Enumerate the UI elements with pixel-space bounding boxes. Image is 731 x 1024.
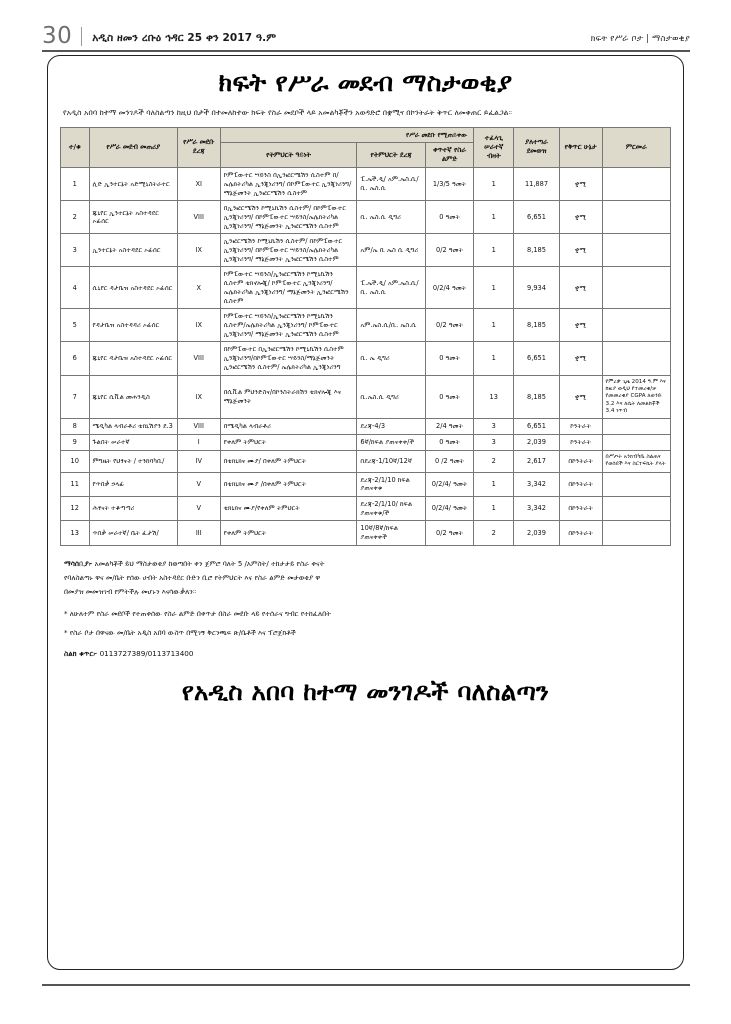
cell-experience: 0/2/4 ዓመት <box>425 267 473 309</box>
vacancy-table-body <box>61 168 671 546</box>
cell-experience: 0/2/4/ ዓመት <box>425 472 473 496</box>
cell-quantity: 1 <box>474 309 514 342</box>
footer-rule <box>42 984 690 986</box>
cell-field: በኮምፒውተር በኢንፎርሜሽን ኮሚኒኬሽን ሲስተም ኢንጂነሪንግ/በኮምፒውተር ሣይንስ/ማኔጅመንት ኢንፎርሜሽን ሲስተም/ ኤሌክትሪካል ኢንጂነሪንግ <box>220 342 357 375</box>
section-label: ክፍት የሥራ ቦታ | ማስታወቂያ <box>590 34 690 44</box>
cell-salary: 2,039 <box>514 435 560 451</box>
table-row <box>61 435 671 451</box>
cell-title: ጥበቃ ሠራተኛ/ ቤት ፈታሽ/ <box>89 521 177 545</box>
th-salary: ያለተጣራ ደመወዝ <box>514 127 560 167</box>
note-bullet-1: * ለሁለተም የስራ መደቦች የተጠቀሰው የስራ ልምድ በቀጥታ በስራ መደቡ ላይ የተሰራና ግብር የተከፈለበት <box>64 609 331 618</box>
running-head <box>42 18 690 48</box>
note-lead-label: ማሳሰቢያ፦ <box>64 559 93 568</box>
cell-title: የዳታቤዝ አስተዳዳሪ ኦፊሰር <box>89 309 177 342</box>
header-rule <box>42 50 690 52</box>
note-paragraph-3: በመያዝ መመዝገብ የምትችሉ መሆኑን እናሳውቃለን። <box>64 587 197 596</box>
cell-no: 9 <box>61 435 90 451</box>
cell-quantity: 3 <box>474 419 514 435</box>
table-row <box>61 309 671 342</box>
cell-no: 5 <box>61 309 90 342</box>
cell-grade: VIII <box>177 419 220 435</box>
th-no: ተ/ቁ <box>61 127 90 167</box>
note-bullets <box>64 608 667 640</box>
table-row <box>61 267 671 309</box>
cell-experience: 0/2 ዓመት <box>425 309 473 342</box>
cell-type: በኮንትራት <box>559 472 602 496</box>
cell-remark <box>602 419 670 435</box>
cell-field: የቀለም ትምህርት <box>220 435 357 451</box>
cell-no: 11 <box>61 472 90 496</box>
cell-salary: 6,651 <box>514 419 560 435</box>
cell-quantity: 1 <box>474 234 514 267</box>
table-row <box>61 168 671 201</box>
cell-field: በኢንፎርሜሽን ኮሚኒኬሽን ሲስተም/ በኮምፒውተር ኢንጂነሪንግ/ በኮምፒውተር ሣይንስ/ኤሌክትሪካል ኢንጂነሪንግ/ ማኔጅመንት ኢንፎርሜሽን ሲስተም <box>220 201 357 234</box>
cell-type: ቋሚ <box>559 309 602 342</box>
cell-field: በቴክኒክና ሙያ /በቀለም ትምህርት <box>220 472 357 496</box>
cell-grade: V <box>177 472 220 496</box>
cell-remark: በሥጦት አንክብካቤ ስልጠና የወሰደች እና ስርተፍኬት ያላት <box>602 450 670 472</box>
cell-no: 12 <box>61 496 90 520</box>
cell-title: ጁኒየር ዳታቤዝ አስተዳደር ኦፊሰር <box>89 342 177 375</box>
cell-level: ደረጃ-2/1/10 ከፍል ያጠናቀቁ <box>357 472 425 496</box>
th-group-requirements: የሥራ መደቡ የሚጠይቀው <box>220 127 474 142</box>
cell-title: ሊድ ኢንተርኔት አድሚኒስትራተር <box>89 168 177 201</box>
table-row <box>61 375 671 419</box>
cell-level: 6ኛ/ከፍል ያጠናቀቀ/ች <box>357 435 425 451</box>
cell-remark <box>602 435 670 451</box>
cell-experience: 0 ዓመት <box>425 342 473 375</box>
cell-type: በኮንትራት <box>559 496 602 520</box>
cell-no: 13 <box>61 521 90 545</box>
cell-no: 6 <box>61 342 90 375</box>
table-group-header-row <box>61 127 671 142</box>
cell-experience: 0 /2 ዓመት <box>425 450 473 472</box>
cell-field: ኮምፒውተር ሣይንስ/ኢንፎርሜሽን ኮሚኒኬሽን ሲስተም/ኤሌክትሪካል ኢንጂነሪንግ/ ኮምፒውተር ኢንጂነሪንግ/ ማኔጅመንት ኢንፎርሜሽን ሲስተም <box>220 309 357 342</box>
cell-no: 3 <box>61 234 90 267</box>
cell-quantity: 1 <box>474 267 514 309</box>
vacancy-table-wrapper <box>60 127 671 546</box>
table-row <box>61 450 671 472</box>
cell-salary: 11,887 <box>514 168 560 201</box>
cell-type: በኮንትራት <box>559 450 602 472</box>
cell-level: በደረጃ-1/10ኛ/12ኛ <box>357 450 425 472</box>
cell-level: ደረጃ-4/3 <box>357 419 425 435</box>
cell-type: ኮንትራት <box>559 435 602 451</box>
cell-level: 10ኛ/8ኛ/ከፍል ያጠናቀቀች <box>357 521 425 545</box>
cell-quantity: 3 <box>474 435 514 451</box>
cell-level: ቢ. ኤስ.ሲ ዲግሪ <box>357 201 425 234</box>
table-row <box>61 521 671 545</box>
cell-type: ቋሚ <box>559 234 602 267</box>
cell-salary: 6,651 <box>514 201 560 234</box>
cell-remark <box>602 342 670 375</box>
cell-level: አም/ኤ ቢ ኤስ ሲ ዲግሪ <box>357 234 425 267</box>
cell-remark <box>602 496 670 520</box>
cell-level: ፒ.ኤች.ዲ/ አም.ኤስ.ሲ/ቢ. ኤስ.ሲ <box>357 168 425 201</box>
cell-grade: I <box>177 435 220 451</box>
th-experience: ቀጥተኛ የስራ ልምድ <box>425 143 473 168</box>
cell-salary: 6,651 <box>514 342 560 375</box>
cell-grade: IX <box>177 234 220 267</box>
note-paragraph-2: የባለስልጣኑ ዋና መ/ቤት የሰው ሀብት አስተዳደር ቡድን ቢሮ የትምህርት እና የስራ ልምድ መታወቂያ ዋ <box>64 573 321 582</box>
table-row <box>61 472 671 496</box>
cell-title: ኢንተርኔት አስተዳደር ኦፊሰር <box>89 234 177 267</box>
notice-title: ክፍት የሥራ መደብ ማስታወቂያ <box>218 68 513 97</box>
cell-experience: 2/4 ዓመት <box>425 419 473 435</box>
cell-grade: IX <box>177 309 220 342</box>
cell-remark <box>602 201 670 234</box>
table-row <box>61 234 671 267</box>
table-row <box>61 342 671 375</box>
cell-quantity: 1 <box>474 168 514 201</box>
cell-experience: 1/3/5 ዓመት <box>425 168 473 201</box>
cell-field: ኮምፒውተር ሣይንስ በኢንፎርሜሽን ሲስተም በ/ኤሌክትሪካል ኢንጂነሪንግ/ በኮምፒውተር ኢንጂነሪንግ/ ማኔጅመንት ኢንፎርሜሽን ሲስተም <box>220 168 357 201</box>
cell-field: የቀለም ትምህርት <box>220 521 357 545</box>
cell-quantity: 2 <box>474 521 514 545</box>
cell-type: ቋሚ <box>559 201 602 234</box>
th-field: የትምህርት ዓይነት <box>220 143 357 168</box>
cell-remark <box>602 168 670 201</box>
cell-title: ጉልበት ሠራተኛ <box>89 435 177 451</box>
cell-grade: X <box>177 267 220 309</box>
cell-field: በቴክኒክና ሙያ/ በቀለም ትምህርት <box>220 450 357 472</box>
cell-experience: 0/2/4/ ዓመት <box>425 496 473 520</box>
cell-salary: 2,039 <box>514 521 560 545</box>
cell-experience: 0 ዓመት <box>425 375 473 419</box>
contact-phone <box>64 647 667 660</box>
th-quantity: ተፈላጊ ሠራተኛ ብዛት <box>474 127 514 167</box>
cell-level: ቢ.ኤስ.ሲ ዲግሪ <box>357 375 425 419</box>
cell-quantity: 1 <box>474 472 514 496</box>
cell-remark <box>602 521 670 545</box>
cell-salary: 3,342 <box>514 472 560 496</box>
cell-experience: 0/2 ዓመት <box>425 521 473 545</box>
cell-grade: VIII <box>177 342 220 375</box>
cell-grade: V <box>177 496 220 520</box>
cell-title: ጁኒየር ኢንተርኔት አስተዳደር ኦፊሰር <box>89 201 177 234</box>
cell-grade: IV <box>177 450 220 472</box>
cell-no: 7 <box>61 375 90 419</box>
cell-remark <box>602 267 670 309</box>
cell-type: ኮንትራት <box>559 419 602 435</box>
cell-salary: 8,185 <box>514 234 560 267</box>
th-grade: የሥራ መደቡ ደረጃ <box>177 127 220 167</box>
cell-level: ፒ.ኤች.ዲ/ አም.ኤስ.ሲ/ቢ. ኤስ.ሲ <box>357 267 425 309</box>
cell-experience: 0 ዓመት <box>425 201 473 234</box>
note-paragraph-1: አመልካቾች ይህ ማስታወቂያ ከወጣበት ቀን ጀምሮ ባለት 5 /አምስት/ ተከታታይ የስራ ቀናት <box>94 559 325 568</box>
cell-type: ቋሚ <box>559 168 602 201</box>
vacancy-table <box>60 127 671 546</box>
cell-type: ቋሚ <box>559 267 602 309</box>
cell-field: በሜዲካል ላብራቶሪ <box>220 419 357 435</box>
cell-quantity: 1 <box>474 342 514 375</box>
cell-quantity: 1 <box>474 201 514 234</box>
cell-title: ሲኒየር ዳታቤዝ አስተዳደር ኦፊሰር <box>89 267 177 309</box>
th-remark: ምርመራ <box>602 127 670 167</box>
cell-level: አም.ኤስ.ሲ/ቢ. ኤስ.ሲ <box>357 309 425 342</box>
cell-level: ደረጃ-2/1/10/ ከፍል ያጠናቀቁ/ች <box>357 496 425 520</box>
cell-salary: 2,617 <box>514 450 560 472</box>
cell-salary: 9,934 <box>514 267 560 309</box>
cell-salary: 8,185 <box>514 375 560 419</box>
cell-experience: 0 ዓመት <box>425 435 473 451</box>
cell-grade: XI <box>177 168 220 201</box>
cell-remark <box>602 234 670 267</box>
table-row <box>61 496 671 520</box>
cell-quantity: 1 <box>474 496 514 520</box>
cell-quantity: 2 <box>474 450 514 472</box>
cell-salary: 8,185 <box>514 309 560 342</box>
cell-no: 1 <box>61 168 90 201</box>
cell-title: ሜዲካል ላብራቶሪ ቴክኒሽያን ደ.3 <box>89 419 177 435</box>
vacancy-notice-frame <box>47 55 684 970</box>
cell-quantity: 13 <box>474 375 514 419</box>
cell-remark <box>602 309 670 342</box>
th-type: የቅጥር ሁኔታ <box>559 127 602 167</box>
table-row <box>61 201 671 234</box>
cell-title: ምግዜት የህፃናት / ተንከባካቢ/ <box>89 450 177 472</box>
cell-salary: 3,342 <box>514 496 560 520</box>
vacancy-table-head <box>61 127 671 167</box>
notice-notes <box>64 558 667 661</box>
phone-label: ስልክ ቁጥር፦ <box>64 649 98 659</box>
cell-title: ሕፃናት ተቆጣጣሪ <box>89 496 177 520</box>
cell-title: የጥበቃ ኃላፊ <box>89 472 177 496</box>
th-level: የትምህርት ደረጃ <box>357 143 425 168</box>
cell-field: ኢንፎርሜሽን ኮሚኒኬሽን ሲስተም/ በኮምፒውተር ኢንጂነሪንግ/ በኮምፒውተር ሣይንስ/ኤሌክትሪካል ኢንጂነሪንግ/ ማኔጅመንት ኢንፎርሜሽን ሲስተም <box>220 234 357 267</box>
cell-type: ቋሚ <box>559 342 602 375</box>
cell-grade: III <box>177 521 220 545</box>
cell-field: በሲቪል ምህንድስና/በኮንስትራክሽን ቴክኖሎጂ እና ማኔጅመንት <box>220 375 357 419</box>
cell-no: 4 <box>61 267 90 309</box>
publication-masthead-line: አዲስ ዘመን ረቡዕ ኅዳር 25 ቀን 2017 ዓ.ም <box>92 32 277 44</box>
notice-subtitle: የአዲስ አበባ ከተማ መንገዶች ባለስልጣን ከዚህ በታች በተመለከተው ክፍት የስራ መደቦች ላይ አመልካቾችን አወዳድሮ በቋሚና በኮንትራት ቅጥር ለመቀጠር ይፈልጋል። <box>63 107 513 117</box>
phone-number[interactable]: 0113727389/0113713400 <box>99 649 194 659</box>
organization-banner: የአዲስ አበባ ከተማ መንገዶች ባለስልጣን <box>181 676 550 706</box>
cell-no: 2 <box>61 201 90 234</box>
page-folio-number: 30 <box>42 23 73 49</box>
cell-no: 8 <box>61 419 90 435</box>
table-row <box>61 419 671 435</box>
cell-field: ቴክኒክና ሙያ/የቀለም ትምህርት <box>220 496 357 520</box>
cell-grade: VIII <box>177 201 220 234</box>
cell-type: ቋሚ <box>559 375 602 419</box>
cell-remark <box>602 472 670 496</box>
th-title: የሥራ መደብ መጠሪያ <box>89 127 177 167</box>
folio-divider <box>81 27 82 46</box>
cell-title: ጁኒየር ሲቪል መሐንዲስ <box>89 375 177 419</box>
cell-type: በኮንትራት <box>559 521 602 545</box>
note-paragraph <box>64 558 667 571</box>
cell-no: 10 <box>61 450 90 472</box>
cell-level: ቢ. ኤ ዲግሪ <box>357 342 425 375</box>
note-bullet-2: * የስራ ቦታ በዋናው መ/ቤት አዲስ አበባ ውስጥ በሚገኝ ቅርንጫፍ ጽ/ቤቶች እና ፕሮጀክቶች <box>64 628 296 637</box>
cell-grade: IX <box>177 375 220 419</box>
cell-remark: የምረቃ ጊዜ 2014 ዓ.ም እና ከዚያ ወዲህ የተመረቁ/ቻ የመመረቂያ CGPA ለወንድ 3.2 እና ለሴት ለመልከቾች 3.4 ነጥብ <box>602 375 670 419</box>
cell-field: ኮምፒውተር ሣይንስ/ኢንፎርሜሽን ኮሚኒኬሽን ሲስተም ቴክኖሎጂ/ ኮምፒውተር ኢንጂነሪንግ/ኤሌክትሪካል ኢንጂነሪንግ/ ማኔጅመንት ኢንፎርሜሽን ሲስተም <box>220 267 357 309</box>
cell-experience: 0/2 ዓመት <box>425 234 473 267</box>
